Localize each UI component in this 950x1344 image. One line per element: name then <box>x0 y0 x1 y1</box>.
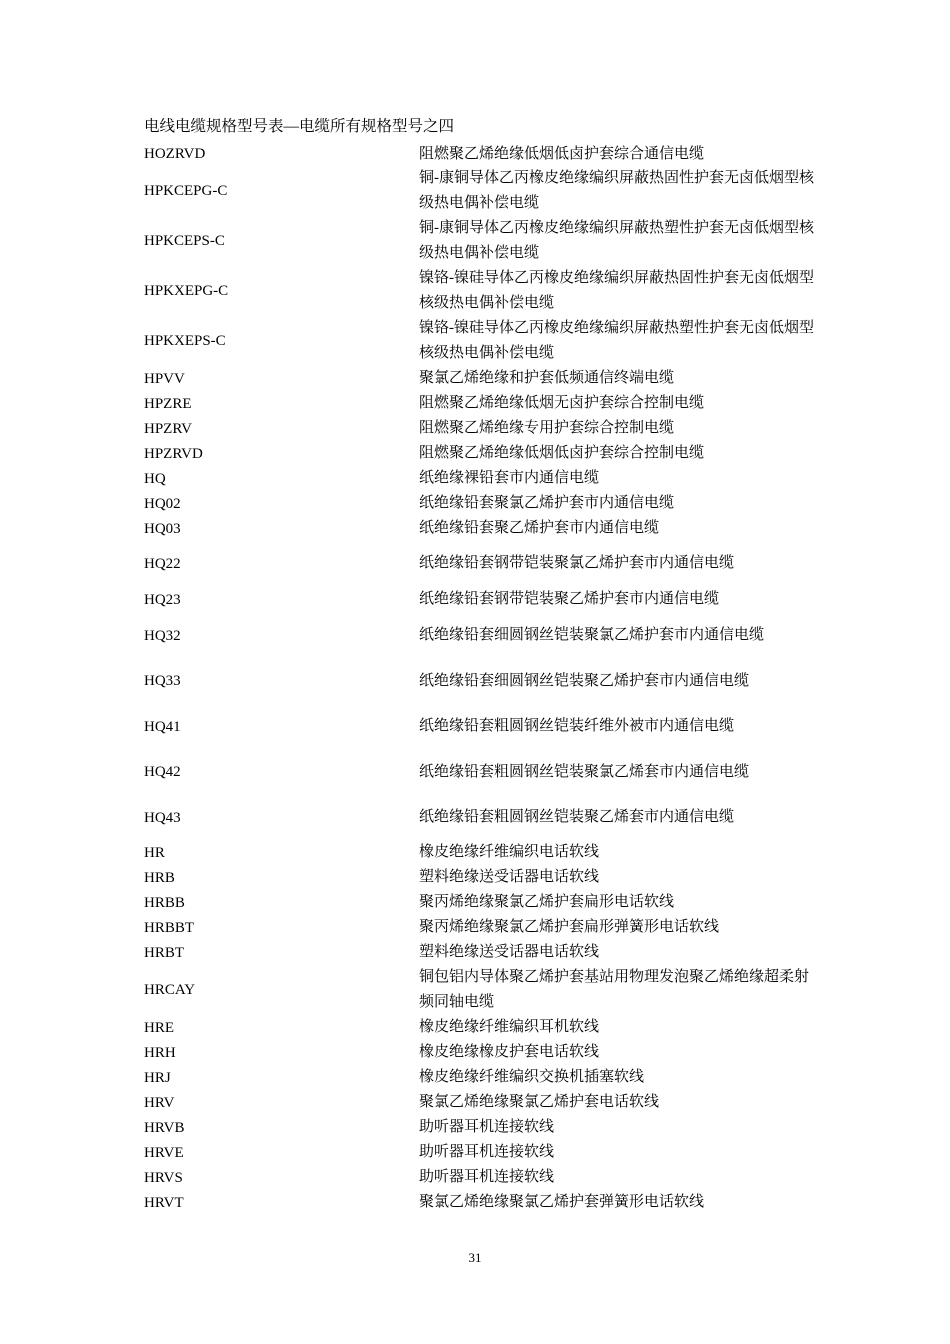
model-code: HPZRVD <box>144 445 203 462</box>
table-row <box>144 1190 824 1215</box>
model-code: HRCAY <box>144 982 196 998</box>
table-row <box>144 266 824 316</box>
table-row <box>144 704 824 749</box>
table-row <box>144 391 824 416</box>
table-row <box>144 940 824 965</box>
table-row <box>144 795 824 840</box>
table-row <box>144 466 824 491</box>
table-row <box>144 613 824 658</box>
model-description: 阻燃聚乙烯绝缘专用护套综合控制电缆 <box>419 420 675 436</box>
model-description: 橡皮绝缘纤维编织交换机插塞软线 <box>419 1069 645 1085</box>
model-code: HOZRVD <box>144 146 206 162</box>
table-row <box>144 441 824 466</box>
model-description: 铜包铝内导体聚乙烯护套基站用物理发泡聚乙烯绝缘超柔射频同轴电缆 <box>419 969 810 1010</box>
model-description: 纸绝缘铅套细圆钢丝铠装聚氯乙烯护套市内通信电缆 <box>419 627 765 643</box>
model-code: HQ42 <box>144 764 181 780</box>
model-description: 阻燃聚乙烯绝缘低烟低卤护套综合控制电缆 <box>419 445 705 461</box>
model-code: HRV <box>144 1094 175 1111</box>
model-code: HRVE <box>144 1144 184 1161</box>
model-description: 助听器耳机连接软线 <box>419 1144 555 1160</box>
model-description: 聚氯乙烯绝缘和护套低频通信终端电缆 <box>419 370 675 386</box>
table-row <box>144 166 824 216</box>
table-row <box>144 516 824 541</box>
model-code: HRH <box>144 1044 176 1061</box>
model-description: 塑料绝缘送受话器电话软线 <box>419 944 600 960</box>
model-code: HRJ <box>144 1069 171 1086</box>
model-code: HRBBT <box>144 919 195 936</box>
model-description: 纸绝缘铅套聚氯乙烯护套市内通信电缆 <box>419 495 675 511</box>
table-row <box>144 1140 824 1165</box>
model-description: 聚氯乙烯绝缘聚氯乙烯护套弹簧形电话软线 <box>419 1194 705 1210</box>
model-description: 阻燃聚乙烯绝缘低烟低卤护套综合通信电缆 <box>419 145 705 162</box>
table-row <box>144 1165 824 1190</box>
table-row <box>144 142 824 166</box>
model-code: HRVS <box>144 1169 183 1186</box>
model-description: 塑料绝缘送受话器电话软线 <box>419 869 600 885</box>
table-row <box>144 586 824 613</box>
table-row <box>144 1090 824 1115</box>
model-description: 助听器耳机连接软线 <box>419 1119 555 1135</box>
model-description: 铜-康铜导体乙丙橡皮绝缘编织屏蔽热塑性护套无卤低烟型核级热电偶补偿电缆 <box>419 220 814 261</box>
model-code: HRE <box>144 1019 174 1036</box>
model-description: 纸绝缘裸铅套市内通信电缆 <box>419 470 600 486</box>
model-description: 纸绝缘铅套聚乙烯护套市内通信电缆 <box>419 520 660 536</box>
model-code: HQ <box>144 470 166 487</box>
model-description: 聚丙烯绝缘聚氯乙烯护套扁形电话软线 <box>419 894 675 910</box>
model-code: HPKXEPG-C <box>144 283 229 299</box>
page-number: 31 <box>468 1250 482 1265</box>
model-code: HQ43 <box>144 809 181 826</box>
model-description: 铜-康铜导体乙丙橡皮绝缘编织屏蔽热固性护套无卤低烟型核级热电偶补偿电缆 <box>419 170 814 211</box>
model-description: 镍铬-镍硅导体乙丙橡皮绝缘编织屏蔽热塑性护套无卤低烟型核级热电偶补偿电缆 <box>419 320 814 361</box>
model-code: HPKCEPS-C <box>144 233 225 249</box>
table-row <box>144 658 824 704</box>
model-code: HQ23 <box>144 591 181 608</box>
table-row <box>144 1115 824 1140</box>
table-row <box>144 1015 824 1040</box>
model-code: HQ33 <box>144 673 181 689</box>
table-row <box>144 216 824 266</box>
model-description: 聚氯乙烯绝缘聚氯乙烯护套电话软线 <box>419 1094 660 1110</box>
spec-table <box>144 142 824 1215</box>
model-description: 纸绝缘铅套粗圆钢丝铠装纤维外被市内通信电缆 <box>419 718 735 734</box>
table-row <box>144 1040 824 1065</box>
table-row <box>144 890 824 915</box>
model-description: 橡皮绝缘纤维编织电话软线 <box>419 844 600 860</box>
page-title: 电线电缆规格型号表—电缆所有规格型号之四 <box>144 118 455 135</box>
model-code: HPZRE <box>144 395 192 412</box>
table-row <box>144 416 824 441</box>
table-row <box>144 840 824 865</box>
model-description: 聚丙烯绝缘聚氯乙烯护套扁形弹簧形电话软线 <box>419 919 720 935</box>
model-code: HQ03 <box>144 520 181 537</box>
model-code: HRVB <box>144 1119 185 1136</box>
table-row <box>144 915 824 940</box>
model-code: HRB <box>144 869 175 886</box>
model-code: HRVT <box>144 1194 184 1211</box>
model-description: 镍铬-镍硅导体乙丙橡皮绝缘编织屏蔽热固性护套无卤低烟型核级热电偶补偿电缆 <box>419 270 814 311</box>
model-code: HQ32 <box>144 627 181 644</box>
model-description: 橡皮绝缘纤维编织耳机软线 <box>419 1019 600 1035</box>
table-row <box>144 865 824 890</box>
table-row <box>144 1065 824 1090</box>
table-row <box>144 491 824 516</box>
model-code: HR <box>144 844 165 861</box>
model-code: HQ41 <box>144 718 181 735</box>
model-code: HQ22 <box>144 555 181 572</box>
model-code: HRBB <box>144 894 185 911</box>
table-row <box>144 541 824 586</box>
model-description: 橡皮绝缘橡皮护套电话软线 <box>419 1044 600 1060</box>
model-code: HPKCEPG-C <box>144 183 228 199</box>
model-code: HQ02 <box>144 495 181 512</box>
model-code: HRBT <box>144 944 185 961</box>
model-description: 纸绝缘铅套粗圆钢丝铠装聚氯乙烯套市内通信电缆 <box>419 763 750 780</box>
model-code: HPZRV <box>144 420 192 437</box>
table-row <box>144 366 824 391</box>
model-description: 纸绝缘铅套钢带铠装聚氯乙烯护套市内通信电缆 <box>419 555 735 571</box>
model-description: 阻燃聚乙烯绝缘低烟无卤护套综合控制电缆 <box>419 395 705 411</box>
model-code: HPKXEPS-C <box>144 333 226 349</box>
table-row <box>144 965 824 1015</box>
model-description: 纸绝缘铅套粗圆钢丝铠装聚乙烯套市内通信电缆 <box>419 809 735 825</box>
model-description: 助听器耳机连接软线 <box>419 1169 555 1185</box>
model-description: 纸绝缘铅套细圆钢丝铠装聚乙烯护套市内通信电缆 <box>419 672 750 689</box>
table-row <box>144 316 824 366</box>
model-description: 纸绝缘铅套钢带铠装聚乙烯护套市内通信电缆 <box>419 591 720 607</box>
model-code: HPVV <box>144 370 185 387</box>
table-row <box>144 749 824 795</box>
